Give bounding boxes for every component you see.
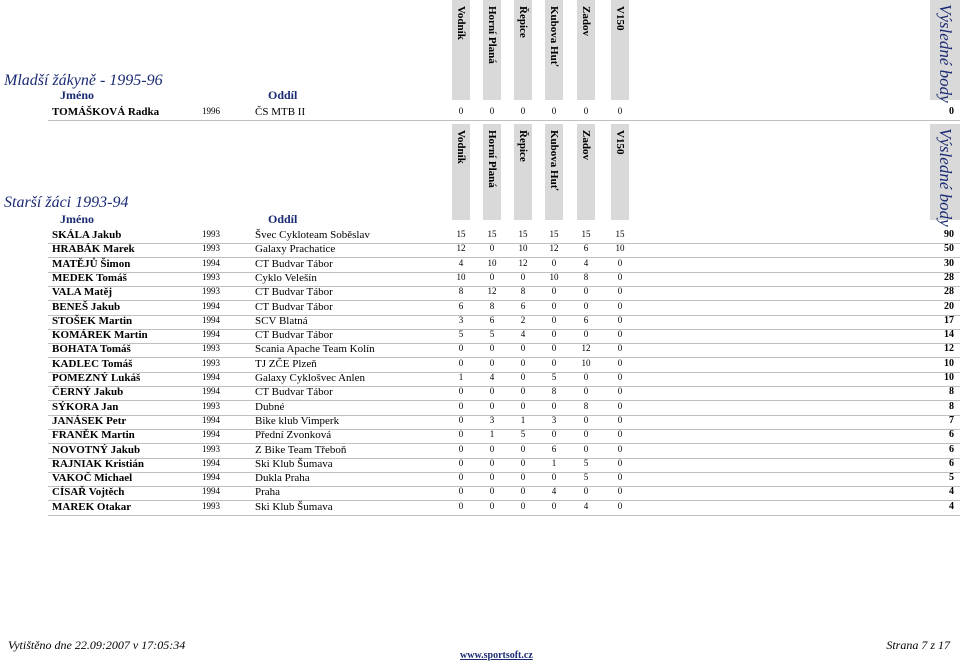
- table-row: [0, 229, 960, 243]
- race-points: 0: [583, 415, 589, 425]
- race-header-col: [452, 0, 470, 100]
- race-points: 6: [458, 301, 464, 311]
- race-points: 0: [551, 501, 557, 511]
- race-header-label: Horní Planá: [486, 130, 498, 188]
- result-header-col: [930, 124, 960, 227]
- race-points: 1: [520, 415, 526, 425]
- race-points: 0: [520, 343, 526, 353]
- race-header-label: Zadov: [580, 6, 592, 36]
- race-points: 0: [617, 386, 623, 396]
- race-points: 4: [583, 501, 589, 511]
- race-points: 0: [489, 343, 495, 353]
- race-points: 0: [617, 315, 623, 325]
- club-name: Scania Apache Team Kolín: [255, 343, 375, 355]
- race-points: 10: [487, 258, 497, 268]
- column-header-club: Oddíl: [268, 88, 298, 102]
- race-header-col: [545, 124, 563, 220]
- birth-year: 1993: [202, 358, 220, 368]
- race-points: 0: [520, 472, 526, 482]
- row-divider: [48, 120, 960, 121]
- birth-year: 1993: [202, 286, 220, 296]
- race-points: 0: [583, 372, 589, 382]
- race-points: 12: [581, 343, 591, 353]
- club-name: Cyklo Velešín: [255, 272, 317, 284]
- race-points: 0: [458, 444, 464, 454]
- club-name: Přední Zvonková: [255, 429, 332, 441]
- race-points: 4: [489, 372, 495, 382]
- race-points: 4: [583, 258, 589, 268]
- club-name: Bike klub Vimperk: [255, 415, 340, 427]
- race-header-col: [514, 0, 532, 100]
- race-header-label: Horní Planá: [486, 6, 498, 64]
- race-header-label: Řepice: [517, 6, 529, 38]
- race-points: 0: [489, 272, 495, 282]
- result-header-label: Výsledné body: [936, 4, 955, 103]
- race-header-label: Řepice: [517, 130, 529, 162]
- table-row: [0, 258, 960, 272]
- rider-name: KOMÁREK Martin: [52, 329, 148, 341]
- race-points: 12: [487, 286, 497, 296]
- race-points: 5: [489, 329, 495, 339]
- rider-name: TOMÁŠKOVÁ Radka: [52, 106, 160, 118]
- table-row: [0, 315, 960, 329]
- race-points: 0: [583, 301, 589, 311]
- club-name: Galaxy Prachatice: [255, 243, 336, 255]
- birth-year: 1994: [202, 472, 220, 482]
- birth-year: 1994: [202, 372, 220, 382]
- race-header-col: [545, 0, 563, 100]
- race-points: 0: [583, 444, 589, 454]
- result-header-col: [930, 0, 960, 103]
- rider-name: STOŠEK Martin: [52, 315, 133, 327]
- race-points: 0: [551, 401, 557, 411]
- race-points: 0: [617, 301, 623, 311]
- race-points: 1: [489, 429, 495, 439]
- club-name: SCV Blatná: [255, 315, 308, 327]
- race-points: 0: [520, 358, 526, 368]
- race-points: 8: [583, 401, 589, 411]
- race-points: 10: [581, 358, 591, 368]
- birth-year: 1993: [202, 272, 220, 282]
- rider-name: MAREK Otakar: [52, 501, 132, 513]
- table-row: [0, 329, 960, 343]
- race-points: 0: [617, 486, 623, 496]
- total-points: 6: [949, 429, 954, 440]
- total-points: 4: [949, 501, 954, 512]
- race-points: 0: [551, 286, 557, 296]
- total-points: 50: [944, 243, 954, 254]
- club-name: TJ ZČE Plzeň: [255, 358, 317, 370]
- race-points: 0: [458, 343, 464, 353]
- table-row: [0, 415, 960, 429]
- race-header-col: [452, 124, 470, 220]
- race-points: 0: [489, 358, 495, 368]
- birth-year: 1994: [202, 301, 220, 311]
- birth-year: 1994: [202, 386, 220, 396]
- race-points: 5: [458, 329, 464, 339]
- race-header-label: Kubova Huť: [548, 130, 560, 191]
- total-points: 7: [949, 415, 954, 426]
- table-row: [0, 401, 960, 415]
- race-points: 0: [520, 458, 526, 468]
- birth-year: 1994: [202, 258, 220, 268]
- race-header-label: Zadov: [580, 130, 592, 160]
- rider-name: SKÁLA Jakub: [52, 229, 122, 241]
- race-points: 0: [551, 301, 557, 311]
- race-points: 12: [456, 243, 466, 253]
- race-points: 1: [551, 458, 557, 468]
- race-points: 12: [518, 258, 528, 268]
- birth-year: 1993: [202, 229, 220, 239]
- race-points: 0: [617, 372, 623, 382]
- race-points: 0: [617, 415, 623, 425]
- club-name: Ski Klub Šumava: [255, 458, 333, 470]
- column-header-name: Jméno: [60, 88, 94, 102]
- club-name: CT Budvar Tábor: [255, 329, 333, 341]
- race-points: 6: [583, 243, 589, 253]
- total-points: 30: [944, 258, 954, 269]
- race-points: 0: [458, 429, 464, 439]
- rider-name: HRABÁK Marek: [52, 243, 135, 255]
- race-points: 0: [458, 486, 464, 496]
- race-points: 0: [551, 329, 557, 339]
- race-points: 1: [458, 372, 464, 382]
- race-points: 8: [583, 272, 589, 282]
- race-points: 0: [617, 472, 623, 482]
- total-points: 4: [949, 486, 954, 497]
- rider-name: POMEZNÝ Lukáš: [52, 372, 141, 384]
- race-points: 0: [617, 329, 623, 339]
- total-points: 6: [949, 444, 954, 455]
- race-points: 0: [617, 458, 623, 468]
- table-row: [0, 501, 960, 515]
- race-points: 15: [456, 229, 466, 239]
- race-points: 15: [487, 229, 497, 239]
- race-header-label: Kubova Huť: [548, 6, 560, 67]
- table-row: [0, 429, 960, 443]
- race-points: 0: [551, 429, 557, 439]
- race-points: 0: [583, 329, 589, 339]
- race-points: 15: [615, 229, 625, 239]
- table-row: [0, 343, 960, 357]
- race-points: 0: [520, 272, 526, 282]
- race-header-col: [577, 0, 595, 100]
- total-points: 8: [949, 386, 954, 397]
- race-header-label: V150: [614, 130, 626, 155]
- rider-name: VAKOČ Michael: [52, 472, 133, 484]
- birth-year: 1994: [202, 329, 220, 339]
- race-points: 0: [458, 401, 464, 411]
- race-points: 10: [615, 243, 625, 253]
- total-points: 12: [944, 343, 954, 354]
- total-points: 28: [944, 272, 954, 283]
- race-points: 0: [551, 258, 557, 268]
- birth-year: 1996: [202, 106, 220, 116]
- race-header-col: [611, 124, 629, 220]
- rider-name: KADLEC Tomáš: [52, 358, 133, 370]
- race-header-col: [514, 124, 532, 220]
- race-points: 0: [458, 458, 464, 468]
- race-points: 0: [617, 501, 623, 511]
- race-points: 10: [456, 272, 466, 282]
- table-row: [0, 301, 960, 315]
- page-number: Strana 7 z 17: [886, 638, 950, 652]
- race-points: 0: [551, 315, 557, 325]
- club-name: CT Budvar Tábor: [255, 286, 333, 298]
- club-name: CT Budvar Tábor: [255, 258, 333, 270]
- race-points: 0: [489, 386, 495, 396]
- race-points: 3: [458, 315, 464, 325]
- club-name: CT Budvar Tábor: [255, 386, 333, 398]
- race-header-col: [577, 124, 595, 220]
- race-points: 3: [489, 415, 495, 425]
- rider-name: MATĚJŮ Šimon: [52, 258, 131, 270]
- rider-name: CÍSAŘ Vojtěch: [52, 486, 125, 498]
- race-points: 0: [489, 401, 495, 411]
- race-points: 15: [581, 229, 591, 239]
- print-date: Vytištěno dne 22.09:2007 v 17:05:34: [8, 638, 186, 652]
- table-row: [0, 243, 960, 257]
- race-points: 0: [583, 429, 589, 439]
- total-points: 8: [949, 401, 954, 412]
- race-points: 0: [551, 343, 557, 353]
- column-header-name: Jméno: [60, 212, 94, 226]
- club-name: Švec Cykloteam Soběslav: [255, 229, 370, 241]
- race-points: 0: [551, 358, 557, 368]
- birth-year: 1994: [202, 486, 220, 496]
- rider-name: VALA Matěj: [52, 286, 112, 298]
- race-points: 0: [617, 429, 623, 439]
- race-points: 0: [617, 106, 623, 116]
- race-points: 0: [458, 472, 464, 482]
- race-points: 0: [489, 444, 495, 454]
- result-header-label: Výsledné body: [936, 128, 955, 227]
- race-points: 0: [617, 258, 623, 268]
- category-title: Mladší žákyně - 1995-96: [4, 72, 163, 89]
- race-points: 8: [458, 286, 464, 296]
- race-points: 2: [520, 315, 526, 325]
- race-header-label: V150: [614, 6, 626, 31]
- birth-year: 1994: [202, 458, 220, 468]
- total-points: 90: [944, 229, 954, 240]
- table-row: [0, 358, 960, 372]
- race-points: 0: [617, 358, 623, 368]
- race-points: 0: [489, 106, 495, 116]
- rider-name: BOHATA Tomáš: [52, 343, 131, 355]
- race-points: 3: [551, 415, 557, 425]
- birth-year: 1994: [202, 315, 220, 325]
- birth-year: 1993: [202, 444, 220, 454]
- column-header-club: Oddíl: [268, 212, 298, 226]
- total-points: 6: [949, 458, 954, 469]
- birth-year: 1993: [202, 401, 220, 411]
- race-points: 15: [549, 229, 559, 239]
- race-points: 5: [520, 429, 526, 439]
- race-points: 0: [551, 106, 557, 116]
- race-points: 10: [518, 243, 528, 253]
- race-points: 0: [458, 415, 464, 425]
- race-points: 0: [458, 501, 464, 511]
- race-points: 0: [520, 386, 526, 396]
- race-points: 0: [489, 243, 495, 253]
- table-row: [0, 106, 960, 120]
- rider-name: ČERNÝ Jakub: [52, 386, 124, 398]
- birth-year: 1993: [202, 343, 220, 353]
- race-points: 5: [551, 372, 557, 382]
- total-points: 17: [944, 315, 954, 326]
- race-points: 0: [458, 358, 464, 368]
- rider-name: MEDEK Tomáš: [52, 272, 127, 284]
- table-row: [0, 458, 960, 472]
- race-points: 0: [583, 486, 589, 496]
- race-points: 0: [617, 286, 623, 296]
- rider-name: JANÁSEK Petr: [52, 415, 127, 427]
- race-points: 6: [583, 315, 589, 325]
- rider-name: BENEŠ Jakub: [52, 301, 121, 313]
- race-header-label: Vodník: [455, 6, 467, 40]
- race-points: 0: [551, 472, 557, 482]
- race-header-col: [611, 0, 629, 100]
- race-points: 0: [520, 486, 526, 496]
- rider-name: SÝKORA Jan: [52, 401, 119, 413]
- club-name: Galaxy Cyklošvec Anlen: [255, 372, 365, 384]
- race-points: 0: [489, 501, 495, 511]
- race-points: 0: [617, 444, 623, 454]
- club-name: CT Budvar Tábor: [255, 301, 333, 313]
- race-points: 0: [489, 472, 495, 482]
- race-header-col: [483, 0, 501, 100]
- club-name: ČS MTB II: [255, 106, 306, 118]
- table-row: [0, 486, 960, 500]
- race-points: 0: [489, 458, 495, 468]
- row-divider: [48, 515, 960, 516]
- race-points: 5: [583, 458, 589, 468]
- race-points: 6: [520, 301, 526, 311]
- birth-year: 1993: [202, 501, 220, 511]
- table-row: [0, 472, 960, 486]
- race-points: 0: [520, 106, 526, 116]
- race-points: 8: [551, 386, 557, 396]
- race-points: 4: [458, 258, 464, 268]
- table-row: [0, 272, 960, 286]
- total-points: 10: [944, 358, 954, 369]
- sportsoft-link[interactable]: www.sportsoft.cz: [460, 650, 533, 661]
- category-title: Starší žáci 1993-94: [4, 194, 129, 211]
- race-points: 8: [520, 286, 526, 296]
- race-header-label: Vodník: [455, 130, 467, 164]
- race-points: 0: [458, 106, 464, 116]
- table-row: [0, 444, 960, 458]
- total-points: 28: [944, 286, 954, 297]
- race-points: 0: [617, 272, 623, 282]
- race-points: 4: [551, 486, 557, 496]
- race-points: 0: [489, 486, 495, 496]
- race-points: 6: [551, 444, 557, 454]
- race-points: 0: [520, 444, 526, 454]
- rider-name: RAJNIAK Kristián: [52, 458, 144, 470]
- race-points: 12: [549, 243, 559, 253]
- rider-name: NOVOTNÝ Jakub: [52, 444, 141, 456]
- total-points: 20: [944, 301, 954, 312]
- race-points: 4: [520, 329, 526, 339]
- race-points: 0: [520, 401, 526, 411]
- birth-year: 1994: [202, 415, 220, 425]
- race-points: 0: [583, 286, 589, 296]
- total-points: 14: [944, 329, 954, 340]
- race-points: 0: [520, 372, 526, 382]
- club-name: Ski Klub Šumava: [255, 501, 333, 513]
- race-points: 6: [489, 315, 495, 325]
- total-points: 0: [949, 106, 954, 117]
- rider-name: FRANĚK Martin: [52, 429, 135, 441]
- table-row: [0, 286, 960, 300]
- total-points: 10: [944, 372, 954, 383]
- race-points: 0: [583, 106, 589, 116]
- race-points: 0: [520, 501, 526, 511]
- race-points: 5: [583, 472, 589, 482]
- club-name: Z Bike Team Třeboň: [255, 444, 347, 456]
- race-points: 10: [549, 272, 559, 282]
- table-row: [0, 386, 960, 400]
- race-points: 0: [458, 386, 464, 396]
- club-name: Dukla Praha: [255, 472, 310, 484]
- table-row: [0, 372, 960, 386]
- birth-year: 1993: [202, 243, 220, 253]
- club-name: Dubné: [255, 401, 285, 413]
- total-points: 5: [949, 472, 954, 483]
- race-points: 15: [518, 229, 528, 239]
- club-name: Praha: [255, 486, 281, 498]
- birth-year: 1994: [202, 429, 220, 439]
- race-points: 8: [489, 301, 495, 311]
- race-header-col: [483, 124, 501, 220]
- race-points: 0: [617, 401, 623, 411]
- race-points: 0: [617, 343, 623, 353]
- race-points: 0: [583, 386, 589, 396]
